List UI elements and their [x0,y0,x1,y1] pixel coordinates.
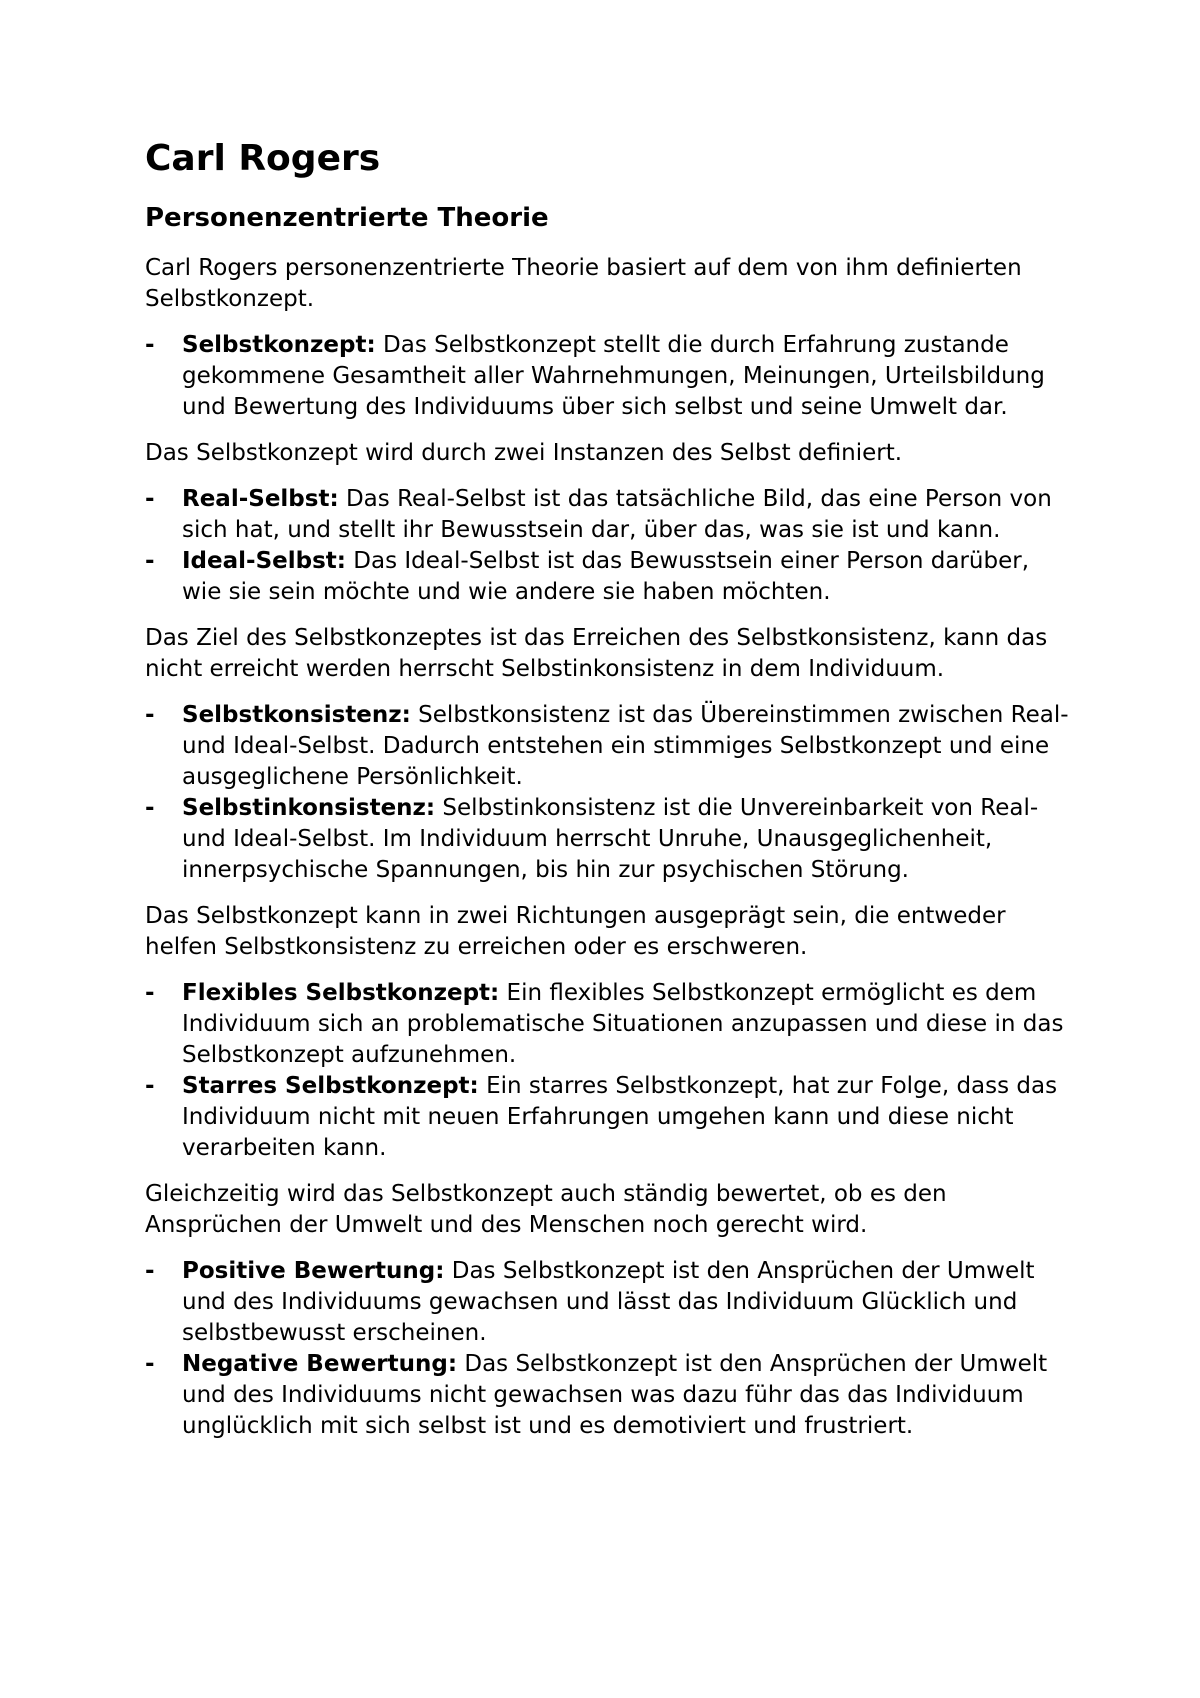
intro-paragraph: Carl Rogers personenzentrierte Theorie basiert auf dem von ihm definierten Selbstkonzept. [145,255,1022,312]
list-item-positive-bewertung [145,1256,1075,1349]
list-item-starres-selbstkonzept [145,1071,1075,1164]
term-description: Ein flexibles Selbstkonzept ermöglicht es dem Individuum sich an problematische Situationen anzupassen und diese in das Selbstkonzept aufzunehmen. [182,980,1064,1068]
bullet-dash: - [145,486,155,512]
consistency-list [145,700,1075,886]
bullet-dash: - [145,332,155,358]
bullet-dash: - [145,1351,155,1377]
evaluation-list [145,1256,1075,1442]
directions-paragraph: Das Selbstkonzept kann in zwei Richtungen ausgeprägt sein, die entweder helfen Selbstkonsistenz zu erreichen oder es erschweren. [145,903,1006,960]
directions-list [145,978,1075,1164]
list-item-real-selbst [145,484,1075,546]
term-label: Selbstinkonsistenz: [182,795,436,821]
term-description: Selbstkonsistenz ist das Übereinstimmen zwischen Real- und Ideal-Selbst. Dadurch entstehen ein stimmiges Selbstkonzept und eine ausgeglichene Persönlichkeit. [182,702,1069,790]
list-item-selbstkonsistenz [145,700,1075,793]
document-page [145,137,1075,1457]
bullet-dash: - [145,1258,155,1284]
bullet-dash: - [145,980,155,1006]
term-label: Ideal-Selbst: [182,548,346,574]
term-description: Das Ideal-Selbst ist das Bewusstsein einer Person darüber, wie sie sein möchte und wie andere sie haben möchten. [182,548,1030,605]
term-label: Negative Bewertung: [182,1351,458,1377]
bullet-dash: - [145,1073,155,1099]
list-item-selbstkonzept [145,330,1075,423]
list-item-selbstinkonsistenz [145,793,1075,886]
term-label: Selbstkonzept: [182,332,376,358]
term-description: Das Selbstkonzept ist den Ansprüchen der Umwelt und des Individuums gewachsen und lässt das Individuum Glücklich und selbstbewusst erscheinen. [182,1258,1035,1346]
instances-list [145,484,1075,608]
goal-paragraph: Das Ziel des Selbstkonzeptes ist das Erreichen des Selbstkonsistenz, kann das nicht erreicht werden herrscht Selbstinkonsistenz in dem Individuum. [145,625,1048,682]
term-description: Das Selbstkonzept ist den Ansprüchen der Umwelt und des Individuums nicht gewachsen was dazu führ das das Individuum unglücklich mit sich selbst ist und es demotiviert und frustriert. [182,1351,1048,1439]
term-label: Flexibles Selbstkonzept: [182,980,500,1006]
instances-paragraph: Das Selbstkonzept wird durch zwei Instanzen des Selbst definiert. [145,440,903,466]
term-label: Starres Selbstkonzept: [182,1073,479,1099]
term-label: Positive Bewertung: [182,1258,445,1284]
bullet-dash: - [145,548,155,574]
definition-list [145,330,1075,423]
bullet-dash: - [145,795,155,821]
term-description: Ein starres Selbstkonzept, hat zur Folge, dass das Individuum nicht mit neuen Erfahrungen umgehen kann und diese nicht verarbeiten kann. [182,1073,1058,1161]
bullet-dash: - [145,702,155,728]
evaluation-paragraph: Gleichzeitig wird das Selbstkonzept auch ständig bewertet, ob es den Ansprüchen der Umwelt und des Menschen noch gerecht wird. [145,1181,947,1238]
list-item-flexibles-selbstkonzept [145,978,1075,1071]
term-label: Selbstkonsistenz: [182,702,411,728]
term-label: Real-Selbst: [182,486,339,512]
list-item-ideal-selbst [145,546,1075,608]
list-item-negative-bewertung [145,1349,1075,1442]
term-description: Das Real-Selbst ist das tatsächliche Bild, das eine Person von sich hat, und stellt ihr Bewusstsein dar, über das, was sie ist und kann. [182,486,1052,543]
document-subtitle: Personenzentrierte Theorie [145,203,549,233]
term-description: Selbstinkonsistenz ist die Unvereinbarkeit von Real- und Ideal-Selbst. Im Individuum herrscht Unruhe, Unausgeglichenheit, innerpsychische Spannungen, bis hin zur psychischen Störung. [182,795,1039,883]
document-title: Carl Rogers [145,138,381,179]
term-description: Das Selbstkonzept stellt die durch Erfahrung zustande gekommene Gesamtheit aller Wahrnehmungen, Meinungen, Urteilsbildung und Bewertung des Individuums über sich selbst und seine Umwelt dar. [182,332,1045,420]
